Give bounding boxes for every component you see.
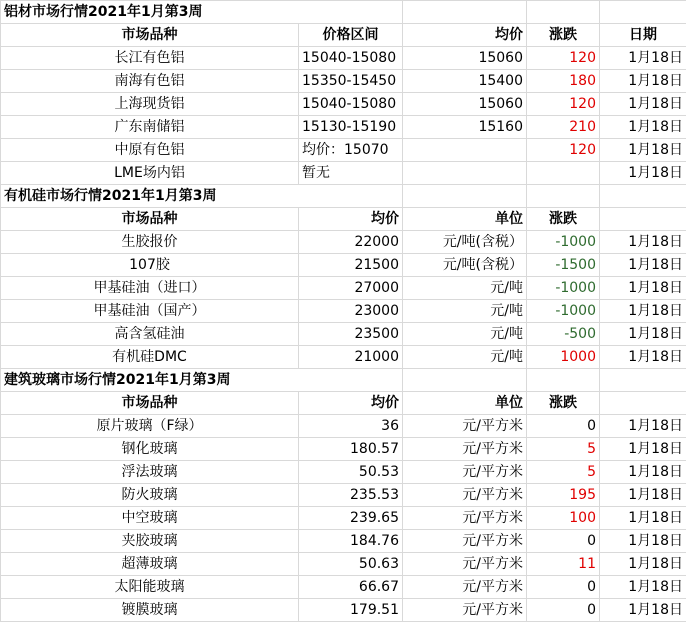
price-range-cell[interactable]: 均价：15070 xyxy=(299,139,403,162)
average-price-cell[interactable]: 180.57 xyxy=(299,438,403,461)
silicone-row xyxy=(1,231,686,254)
date-cell[interactable]: 1月18日 xyxy=(600,93,686,116)
change-cell[interactable]: 11 xyxy=(527,553,600,576)
change-cell[interactable]: 1000 xyxy=(527,346,600,369)
change-cell[interactable]: -1000 xyxy=(527,231,600,254)
average-price-cell[interactable]: 50.53 xyxy=(299,461,403,484)
unit-cell[interactable]: 元/平方米 xyxy=(403,507,527,530)
aluminum-title: 铝材市场行情2021年1月第3周 xyxy=(1,1,299,24)
glass-row xyxy=(1,599,686,622)
unit-cell[interactable]: 元/平方米 xyxy=(403,599,527,622)
date-cell[interactable]: 1月18日 xyxy=(600,484,686,507)
average-price-cell[interactable]: 23500 xyxy=(299,323,403,346)
price-range-cell[interactable]: 15130-15190 xyxy=(299,116,403,139)
glass-row xyxy=(1,530,686,553)
variety-cell[interactable]: 生胶报价 xyxy=(1,231,299,254)
change-cell[interactable]: 195 xyxy=(527,484,600,507)
date-cell[interactable]: 1月18日 xyxy=(600,415,686,438)
variety-cell[interactable]: 镀膜玻璃 xyxy=(1,599,299,622)
change-cell[interactable]: -1000 xyxy=(527,277,600,300)
glass-row xyxy=(1,438,686,461)
unit-cell[interactable]: 元/吨 xyxy=(403,346,527,369)
glass-row xyxy=(1,507,686,530)
change-cell[interactable]: -1000 xyxy=(527,300,600,323)
silicone-header-variety: 市场品种 xyxy=(1,208,299,231)
variety-cell[interactable]: 上海现货铝 xyxy=(1,93,299,116)
unit-cell[interactable]: 元/平方米 xyxy=(403,484,527,507)
variety-cell[interactable]: LME场内铝 xyxy=(1,162,299,185)
silicone-header-avg: 均价 xyxy=(299,208,403,231)
glass-header-avg: 均价 xyxy=(299,392,403,415)
glass-row xyxy=(1,415,686,438)
average-price-cell[interactable]: 50.63 xyxy=(299,553,403,576)
date-cell[interactable]: 1月18日 xyxy=(600,139,686,162)
change-cell[interactable]: -1500 xyxy=(527,254,600,277)
variety-cell[interactable]: 太阳能玻璃 xyxy=(1,576,299,599)
date-cell[interactable]: 1月18日 xyxy=(600,231,686,254)
variety-cell[interactable]: 有机硅DMC xyxy=(1,346,299,369)
average-price-cell[interactable]: 21500 xyxy=(299,254,403,277)
change-cell[interactable]: 0 xyxy=(527,415,600,438)
date-cell[interactable]: 1月18日 xyxy=(600,47,686,70)
date-cell[interactable]: 1月18日 xyxy=(600,576,686,599)
aluminum-row xyxy=(1,47,686,70)
silicone-rows xyxy=(1,231,686,369)
unit-cell[interactable]: 元/吨(含税） xyxy=(403,254,527,277)
date-cell[interactable]: 1月18日 xyxy=(600,461,686,484)
unit-cell[interactable]: 元/吨 xyxy=(403,300,527,323)
average-price-cell[interactable]: 21000 xyxy=(299,346,403,369)
variety-cell[interactable]: 超薄玻璃 xyxy=(1,553,299,576)
variety-cell[interactable]: 甲基硅油（国产） xyxy=(1,300,299,323)
average-price-cell[interactable]: 15060 xyxy=(403,47,527,70)
variety-cell[interactable]: 中空玻璃 xyxy=(1,507,299,530)
date-cell[interactable]: 1月18日 xyxy=(600,277,686,300)
change-cell[interactable]: 100 xyxy=(527,507,600,530)
silicone-header-unit: 单位 xyxy=(403,208,527,231)
variety-cell[interactable]: 原片玻璃（F绿） xyxy=(1,415,299,438)
change-cell[interactable]: 120 xyxy=(527,47,600,70)
silicone-header-row xyxy=(1,208,686,231)
aluminum-header-row xyxy=(1,24,686,47)
unit-cell[interactable]: 元/平方米 xyxy=(403,415,527,438)
aluminum-row xyxy=(1,116,686,139)
glass-header-change: 涨跌 xyxy=(527,392,600,415)
price-range-cell[interactable]: 暂无 xyxy=(299,162,403,185)
average-price-cell[interactable]: 184.76 xyxy=(299,530,403,553)
date-cell[interactable]: 1月18日 xyxy=(600,530,686,553)
price-range-cell[interactable]: 15040-15080 xyxy=(299,93,403,116)
unit-cell[interactable]: 元/吨 xyxy=(403,323,527,346)
silicone-row xyxy=(1,254,686,277)
glass-row xyxy=(1,576,686,599)
silicone-row xyxy=(1,346,686,369)
average-price-cell[interactable]: 235.53 xyxy=(299,484,403,507)
aluminum-rows xyxy=(1,47,686,185)
aluminum-row xyxy=(1,70,686,93)
unit-cell[interactable]: 元/平方米 xyxy=(403,438,527,461)
date-cell[interactable]: 1月18日 xyxy=(600,70,686,93)
glass-row xyxy=(1,553,686,576)
aluminum-row xyxy=(1,139,686,162)
price-range-cell[interactable]: 15040-15080 xyxy=(299,47,403,70)
variety-cell[interactable]: 中原有色铝 xyxy=(1,139,299,162)
aluminum-header-change: 涨跌 xyxy=(527,24,600,47)
change-cell[interactable]: -500 xyxy=(527,323,600,346)
unit-cell[interactable]: 元/吨 xyxy=(403,277,527,300)
change-cell[interactable]: 0 xyxy=(527,599,600,622)
average-price-cell[interactable]: 27000 xyxy=(299,277,403,300)
unit-cell[interactable]: 元/平方米 xyxy=(403,530,527,553)
aluminum-header-date: 日期 xyxy=(600,24,686,47)
date-cell[interactable]: 1月18日 xyxy=(600,346,686,369)
variety-cell[interactable]: 高含氢硅油 xyxy=(1,323,299,346)
date-cell[interactable]: 1月18日 xyxy=(600,323,686,346)
date-cell[interactable]: 1月18日 xyxy=(600,599,686,622)
unit-cell[interactable]: 元/平方米 xyxy=(403,461,527,484)
date-cell[interactable]: 1月18日 xyxy=(600,507,686,530)
average-price-cell[interactable]: 66.67 xyxy=(299,576,403,599)
date-cell[interactable]: 1月18日 xyxy=(600,438,686,461)
silicone-row xyxy=(1,300,686,323)
price-range-cell[interactable]: 15350-15450 xyxy=(299,70,403,93)
aluminum-row xyxy=(1,93,686,116)
glass-rows xyxy=(1,415,686,622)
glass-title: 建筑玻璃市场行情2021年1月第3周 xyxy=(1,369,299,392)
date-cell[interactable]: 1月18日 xyxy=(600,553,686,576)
glass-header-row xyxy=(1,392,686,415)
silicone-header-change: 涨跌 xyxy=(527,208,600,231)
glass-row xyxy=(1,484,686,507)
date-cell[interactable]: 1月18日 xyxy=(600,162,686,185)
average-price-cell[interactable]: 15160 xyxy=(403,116,527,139)
variety-cell[interactable]: 夹胶玻璃 xyxy=(1,530,299,553)
average-price-cell[interactable] xyxy=(403,162,527,185)
glass-header-variety: 市场品种 xyxy=(1,392,299,415)
change-cell[interactable]: 180 xyxy=(527,70,600,93)
average-price-cell[interactable]: 23000 xyxy=(299,300,403,323)
average-price-cell[interactable]: 15400 xyxy=(403,70,527,93)
aluminum-header-range: 价格区间 xyxy=(299,24,403,47)
change-cell[interactable]: 210 xyxy=(527,116,600,139)
change-cell[interactable]: 120 xyxy=(527,139,600,162)
aluminum-row xyxy=(1,162,686,185)
variety-cell[interactable]: 浮法玻璃 xyxy=(1,461,299,484)
change-cell[interactable]: 0 xyxy=(527,576,600,599)
silicone-row xyxy=(1,277,686,300)
silicone-title: 有机硅市场行情2021年1月第3周 xyxy=(1,185,299,208)
change-cell[interactable]: 0 xyxy=(527,530,600,553)
variety-cell[interactable]: 防火玻璃 xyxy=(1,484,299,507)
variety-cell[interactable]: 长江有色铝 xyxy=(1,47,299,70)
date-cell[interactable]: 1月18日 xyxy=(600,116,686,139)
unit-cell[interactable]: 元/平方米 xyxy=(403,576,527,599)
glass-header-unit: 单位 xyxy=(403,392,527,415)
average-price-cell[interactable]: 179.51 xyxy=(299,599,403,622)
average-price-cell[interactable]: 22000 xyxy=(299,231,403,254)
change-cell[interactable]: 120 xyxy=(527,93,600,116)
aluminum-header-avg: 均价 xyxy=(403,24,527,47)
unit-cell[interactable]: 元/吨(含税） xyxy=(403,231,527,254)
average-price-cell[interactable]: 239.65 xyxy=(299,507,403,530)
change-cell[interactable]: 5 xyxy=(527,438,600,461)
variety-cell[interactable]: 南海有色铝 xyxy=(1,70,299,93)
glass-row xyxy=(1,461,686,484)
average-price-cell[interactable] xyxy=(403,139,527,162)
average-price-cell[interactable]: 15060 xyxy=(403,93,527,116)
date-cell[interactable]: 1月18日 xyxy=(600,300,686,323)
unit-cell[interactable]: 元/平方米 xyxy=(403,553,527,576)
change-cell[interactable] xyxy=(527,162,600,185)
date-cell[interactable]: 1月18日 xyxy=(600,254,686,277)
variety-cell[interactable]: 107胶 xyxy=(1,254,299,277)
variety-cell[interactable]: 钢化玻璃 xyxy=(1,438,299,461)
variety-cell[interactable]: 甲基硅油（进口） xyxy=(1,277,299,300)
change-cell[interactable]: 5 xyxy=(527,461,600,484)
silicone-row xyxy=(1,323,686,346)
variety-cell[interactable]: 广东南储铝 xyxy=(1,116,299,139)
average-price-cell[interactable]: 36 xyxy=(299,415,403,438)
aluminum-header-variety: 市场品种 xyxy=(1,24,299,47)
